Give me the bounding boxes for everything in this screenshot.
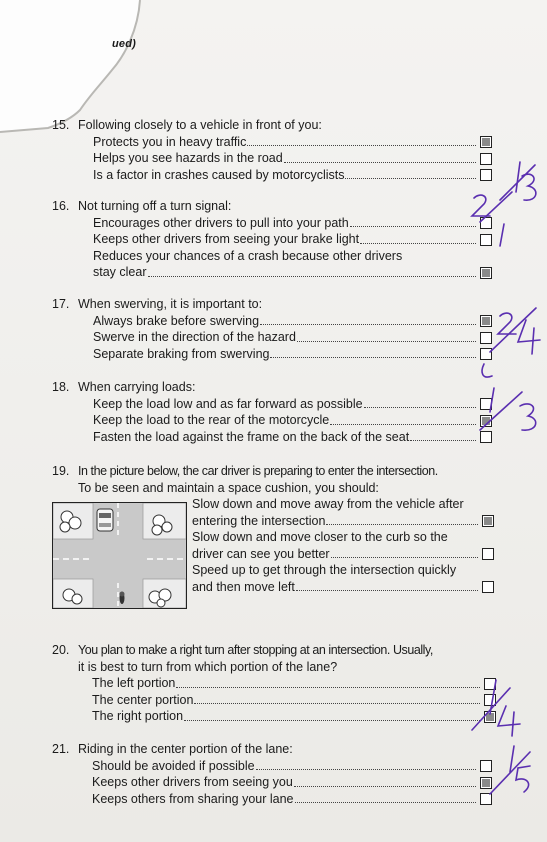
option-label: The right portion xyxy=(92,709,184,723)
option-label: Should be avoided if possible xyxy=(92,758,255,773)
answer-option[interactable] xyxy=(93,346,492,363)
option-label: Separate braking from swerving xyxy=(93,346,270,361)
answer-option[interactable] xyxy=(92,758,492,775)
question-number: 16. xyxy=(52,199,70,213)
question-21 xyxy=(52,741,492,807)
answer-option[interactable] xyxy=(192,496,494,529)
continued-label: ued) xyxy=(112,38,137,50)
option-label: Keeps others from sharing your lane xyxy=(92,791,294,806)
option-label-continued: entering the intersection xyxy=(192,513,326,528)
answer-option[interactable] xyxy=(93,429,492,446)
question-stem: When swerving, it is important to: xyxy=(78,297,263,311)
answer-option[interactable] xyxy=(93,167,492,184)
option-label: Keep the load low and as far forward as possible xyxy=(93,396,363,411)
answer-option[interactable] xyxy=(92,675,496,692)
answer-option[interactable] xyxy=(192,529,494,562)
question-15 xyxy=(52,117,492,183)
question-stem: You plan to make a right turn after stopping at an intersection. Usually, xyxy=(78,643,433,657)
option-label: Fasten the load against the frame on the back of the seat xyxy=(93,429,410,444)
option-label: The left portion xyxy=(92,676,176,690)
question-stem: Riding in the center portion of the lane: xyxy=(78,742,293,756)
question-number: 15. xyxy=(52,118,70,132)
answer-option[interactable] xyxy=(93,396,492,413)
answer-option[interactable] xyxy=(92,774,492,791)
option-label: Speed up to get through the intersection quickly xyxy=(192,563,457,577)
question-number: 17. xyxy=(52,297,70,311)
question-stem: Following closely to a vehicle in front of you: xyxy=(78,118,322,132)
question-20 xyxy=(52,642,497,725)
answer-option[interactable] xyxy=(92,692,496,709)
answer-option[interactable] xyxy=(93,134,492,151)
question-number: 19. xyxy=(52,464,70,478)
question-16 xyxy=(52,198,492,281)
option-label: Slow down and move away from the vehicle after xyxy=(192,497,464,511)
option-label: Reduces your chances of a crash because other drivers xyxy=(93,248,403,263)
question-17 xyxy=(52,296,492,362)
question-number: 20. xyxy=(52,643,70,657)
answer-option[interactable] xyxy=(93,150,492,167)
option-label: The center portion xyxy=(92,692,194,707)
answer-option[interactable] xyxy=(93,215,492,232)
option-label: Protects you in heavy traffic xyxy=(93,134,247,149)
intersection-diagram xyxy=(52,502,187,609)
answer-option[interactable] xyxy=(93,313,492,330)
handwritten-marks xyxy=(460,140,547,840)
option-label: Is a factor in crashes caused by motorcyclists xyxy=(93,167,345,182)
answer-option[interactable] xyxy=(92,708,496,725)
question-stem-continued: it is best to turn from which portion of the lane? xyxy=(78,659,338,674)
question-stem: Not turning off a turn signal: xyxy=(78,199,232,213)
option-label: Helps you see hazards in the road xyxy=(93,151,283,165)
question-number: 21. xyxy=(52,742,70,756)
option-label: Slow down and move closer to the curb so the xyxy=(192,530,448,544)
question-number: 18. xyxy=(52,380,70,394)
option-label: Swerve in the direction of the hazard xyxy=(93,330,296,344)
option-label-continued: and then move left xyxy=(192,579,295,594)
option-label: Keeps other drivers from seeing you xyxy=(92,775,293,789)
answer-option[interactable] xyxy=(93,412,492,429)
question-19-options xyxy=(192,496,494,595)
option-label: Keeps other drivers from seeing your brake light xyxy=(93,232,360,246)
question-stem-continued: To be seen and maintain a space cushion, you should: xyxy=(78,480,379,495)
answer-option[interactable] xyxy=(93,248,492,281)
answer-option[interactable] xyxy=(93,329,492,346)
option-label: Always brake before swerving xyxy=(93,313,260,328)
option-label: Keep the load to the rear of the motorcycle xyxy=(93,413,330,427)
option-label: Encourages other drivers to pull into your path xyxy=(93,215,349,230)
option-label-continued: driver can see you better xyxy=(192,546,330,561)
answer-option[interactable] xyxy=(93,231,492,248)
option-label-continued: stay clear xyxy=(93,265,147,279)
question-19 xyxy=(52,463,497,496)
answer-option[interactable] xyxy=(92,791,492,808)
question-18 xyxy=(52,379,492,445)
question-stem: In the picture below, the car driver is preparing to enter the intersection. xyxy=(78,464,438,478)
question-stem: When carrying loads: xyxy=(78,380,196,394)
answer-option[interactable] xyxy=(192,562,494,595)
